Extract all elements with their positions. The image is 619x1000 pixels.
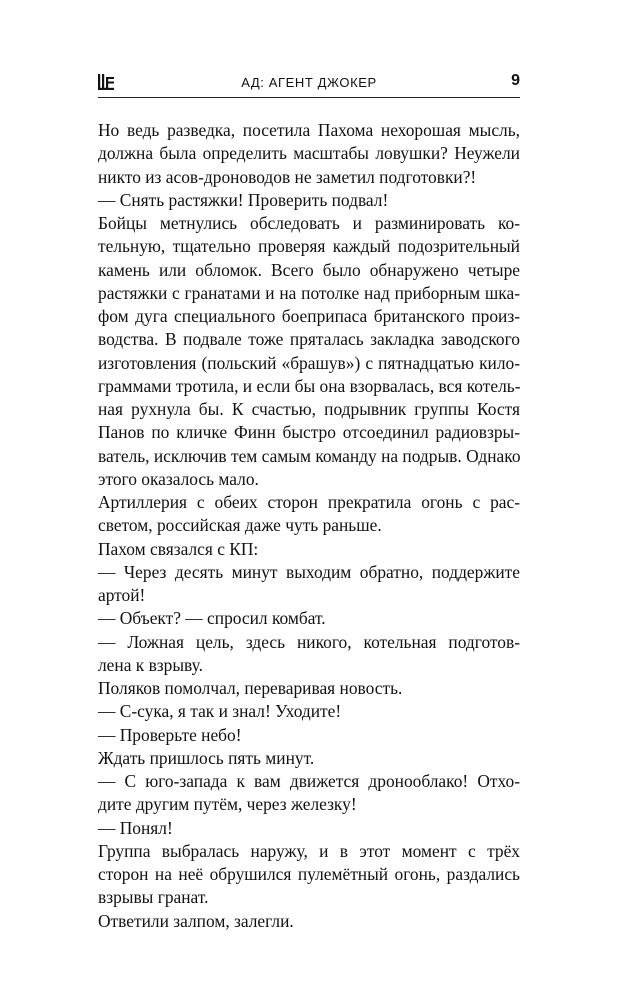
header-divider xyxy=(98,97,520,98)
running-header xyxy=(98,72,520,96)
paragraph xyxy=(98,724,520,747)
text-line: — Ложная цель, здесь никого, котельная подготов- xyxy=(98,631,520,652)
text-line: — Проверьте небо! xyxy=(98,724,242,745)
paragraph xyxy=(98,817,520,840)
paragraph xyxy=(98,607,520,630)
text-line: водства. В подвале тоже пряталась закладка заводского xyxy=(98,329,520,350)
page-number: 9 xyxy=(511,72,520,89)
text-line: Артиллерия с обеих сторон прекратила огонь с рас- xyxy=(98,492,520,512)
text-line: никто из асов-дроноводов не заметил подготовки?! xyxy=(98,166,477,187)
text-line: — Понял! xyxy=(98,817,173,838)
text-line: дите другим путём, через железку! xyxy=(98,794,357,815)
text-line: Бойцы метнулись обследовать и разминировать ко- xyxy=(98,213,520,233)
text-line: должна была определить масштабы ловушки? Неужели xyxy=(98,143,520,164)
text-line: граммами тротила, и если бы она взорвалась, вся котель- xyxy=(98,375,521,396)
text-line: Но ведь разведка, посетила Пахома нехорошая мысль, xyxy=(98,120,520,140)
paragraph xyxy=(98,119,520,189)
text-line: Пахом связался с КП: xyxy=(98,538,259,559)
paragraph xyxy=(98,910,520,933)
paragraph xyxy=(98,538,520,561)
text-line: светом, российская даже чуть раньше. xyxy=(98,515,382,536)
text-line: фом дуга специального боеприпаса британского произ- xyxy=(98,306,520,326)
text-line: лена к взрыву. xyxy=(98,654,203,675)
text-line: Группа выбралась наружу, и в этот момент с трёх xyxy=(98,840,520,861)
running-title: АД: АГЕНТ ДЖОКЕР xyxy=(241,75,377,90)
paragraph xyxy=(98,840,520,910)
paragraph xyxy=(98,631,520,678)
paragraph xyxy=(98,212,520,491)
text-line: тельную, тщательно проверяя каждый подозрительный xyxy=(98,236,520,257)
text-line: ная рухнула бы. К счастью, подрывник группы Костя xyxy=(98,399,520,419)
text-line: артой! xyxy=(98,585,146,605)
text-line: камень или обломок. Всего было обнаружено четыре xyxy=(98,259,520,280)
text-line: сторон на неё обрушился пулемётный огонь, раздались xyxy=(98,864,520,884)
text-line: — Объект? — спросил комбат. xyxy=(98,608,326,629)
text-line: — С-сука, я так и знал! Уходите! xyxy=(98,701,342,722)
paragraph xyxy=(98,677,520,700)
paragraph xyxy=(98,770,520,817)
paragraph xyxy=(98,561,520,608)
paragraph xyxy=(98,491,520,538)
text-line: Поляков помолчал, переваривая новость. xyxy=(98,678,403,698)
text-line: — Через десять минут выходим обратно, поддержите xyxy=(98,561,520,582)
text-line: — С юго-запада к вам движется дронооблако! Отхо- xyxy=(98,771,520,791)
body-text xyxy=(98,119,520,933)
text-line: ватель, исключив тем самым команду на подрыв. Однако xyxy=(98,445,521,466)
text-line: Ждать пришлось пять минут. xyxy=(98,747,315,768)
text-line: этого оказалось мало. xyxy=(98,468,259,489)
text-line: Панов по кличке Финн быстро отсоединил радиовзры- xyxy=(98,422,520,443)
text-line: растяжки с гранатами и на потолке над приборным шка- xyxy=(98,282,520,303)
text-line: взрывы гранат. xyxy=(98,887,209,908)
text-line: изготовления (польский «брашув») с пятнадцатью кило- xyxy=(98,352,520,373)
paragraph xyxy=(98,189,520,212)
text-line: Ответили залпом, залегли. xyxy=(98,910,294,931)
text-line: — Снять растяжки! Проверить подвал! xyxy=(98,189,389,210)
paragraph xyxy=(98,747,520,770)
paragraph xyxy=(98,700,520,723)
